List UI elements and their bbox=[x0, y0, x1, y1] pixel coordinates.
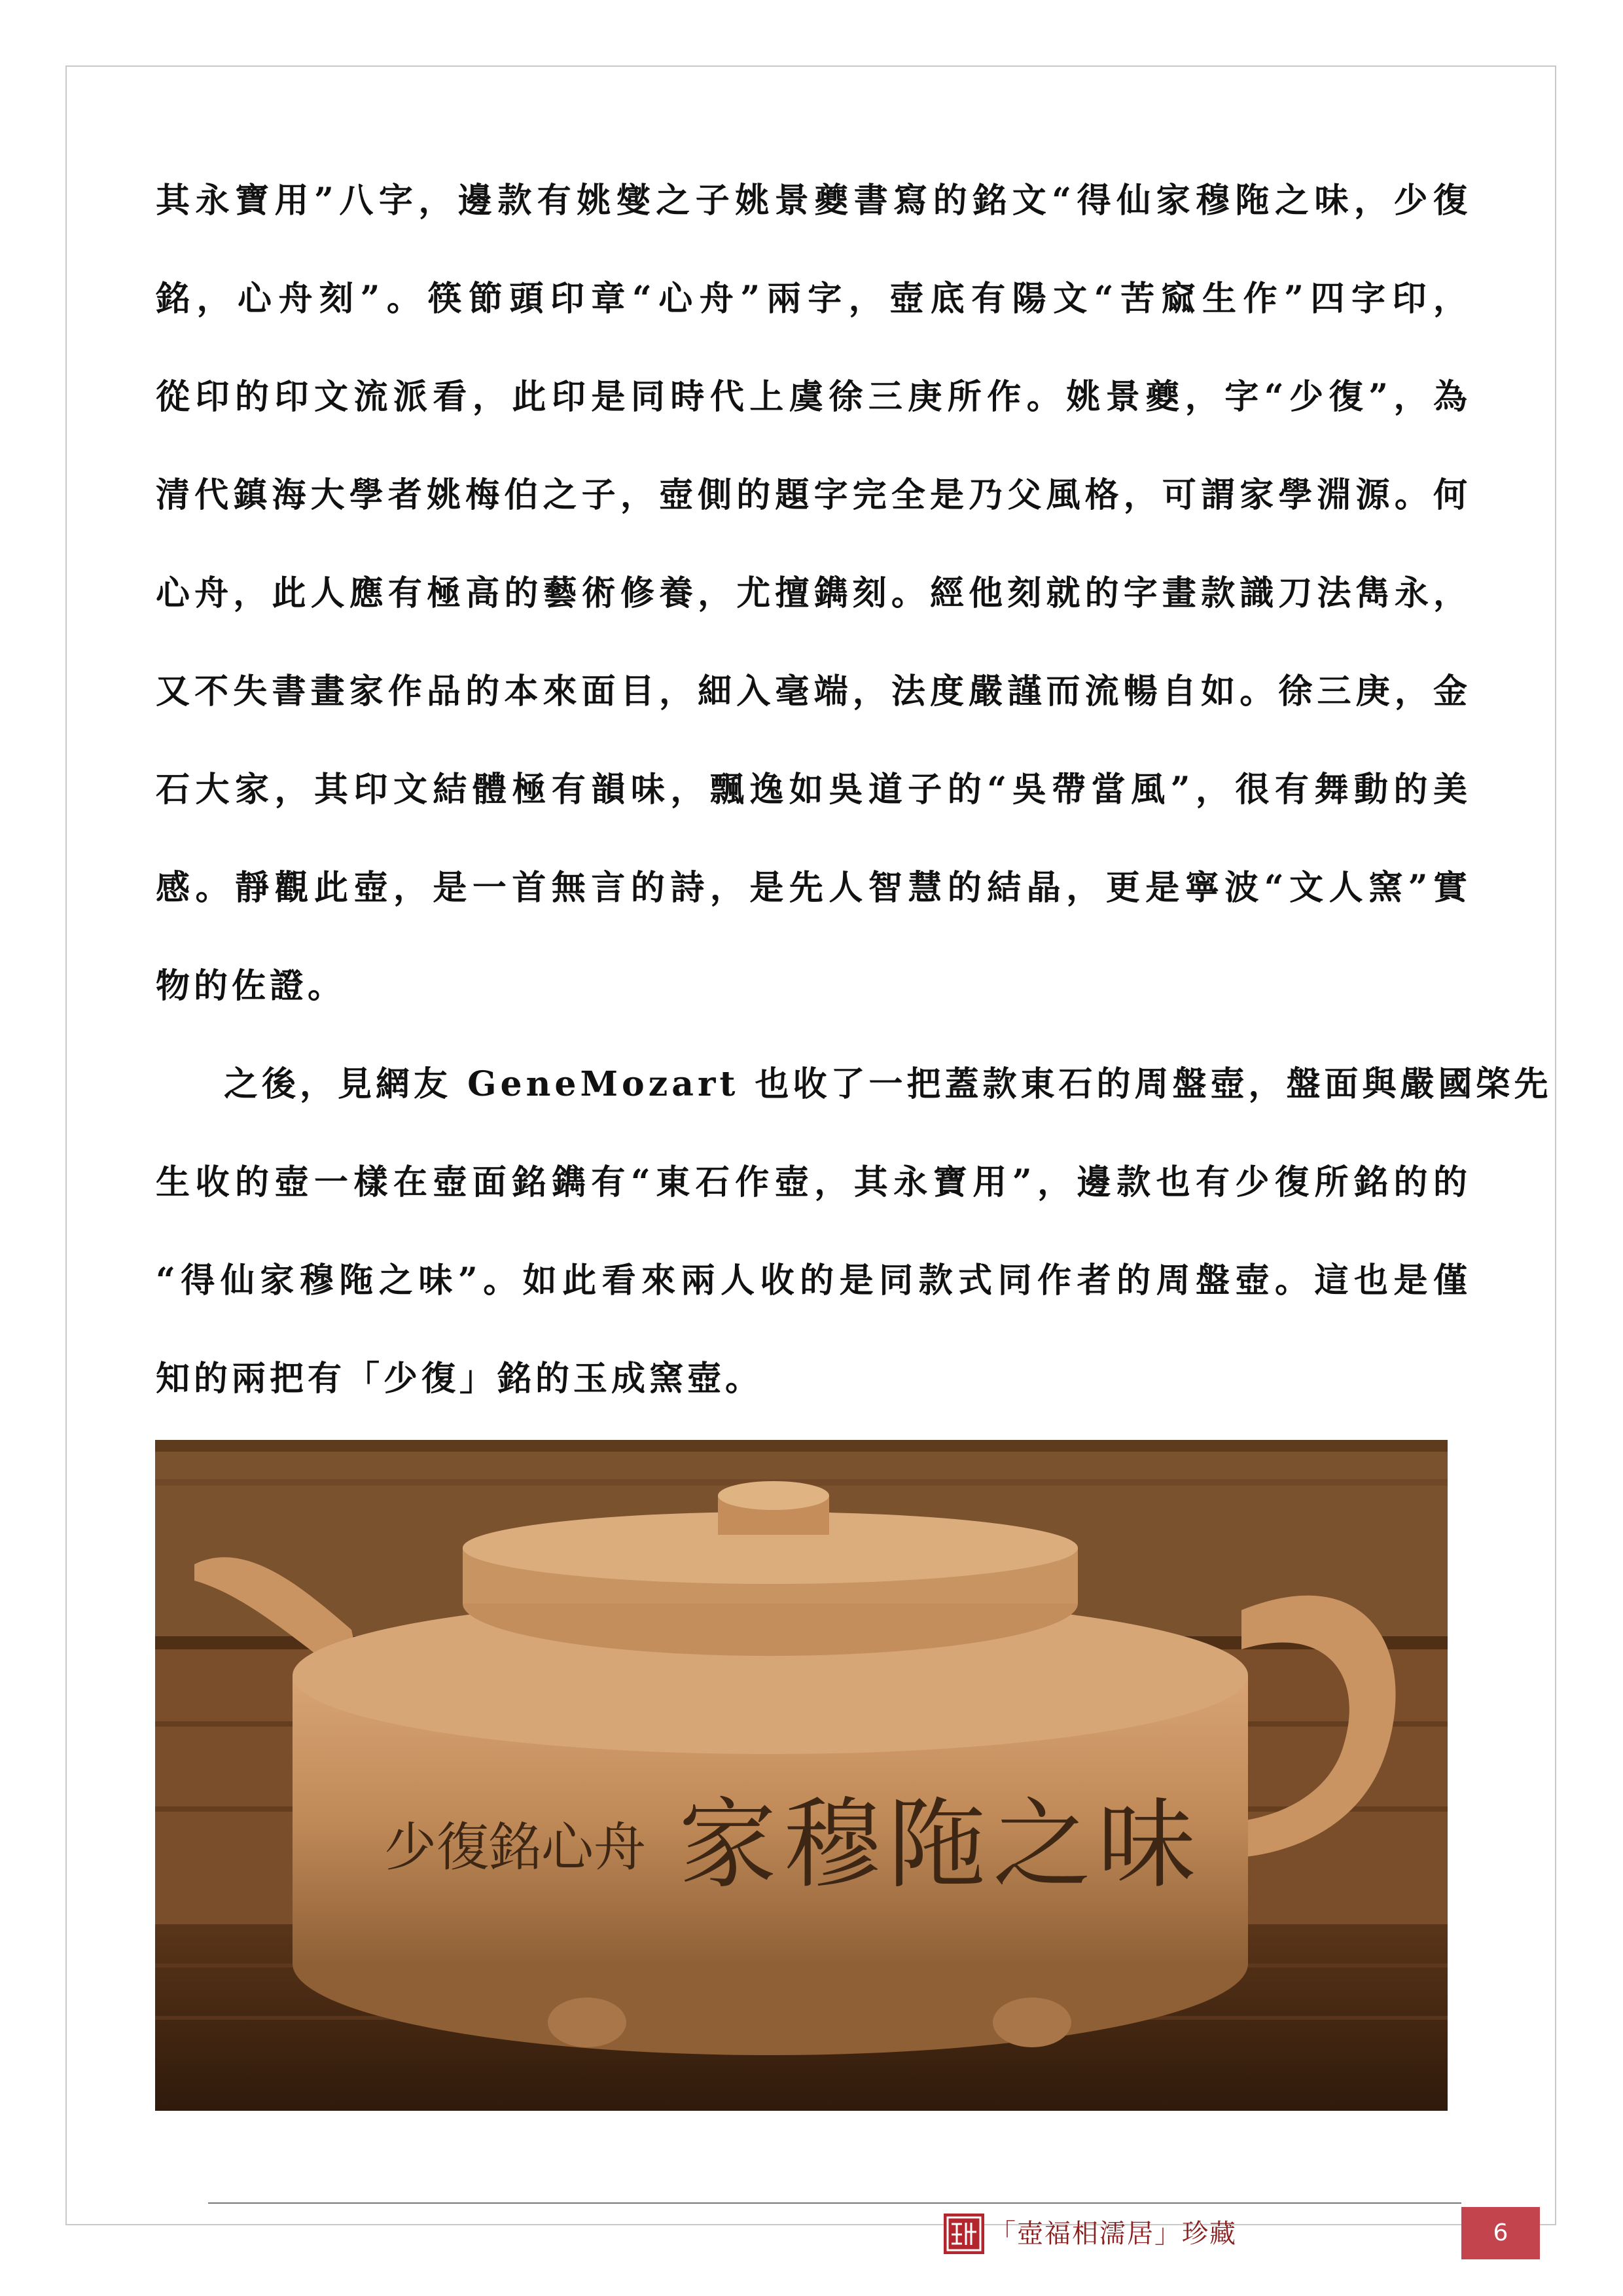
teapot-photo bbox=[155, 1440, 1448, 2111]
paragraph-line: 石大家，其印文結體極有韻味，飄逸如吳道子的“吳帶當風”，很有舞動的美 bbox=[156, 770, 1471, 810]
page-number: 6 bbox=[1461, 2207, 1540, 2259]
paragraph-line: 感。靜觀此壺，是一首無言的詩，是先人智慧的結晶，更是寧波“文人窯”實 bbox=[156, 868, 1471, 908]
paragraph-line: 心舟，此人應有極高的藝術修養，尤擅鐫刻。經他刻就的字畫款識刀法雋永， bbox=[156, 573, 1471, 613]
paragraph-line: 生收的壺一樣在壺面銘鐫有“東石作壺，其永寶用”，邊款也有少復所銘的的 bbox=[156, 1162, 1471, 1202]
teapot-illustration bbox=[155, 1440, 1448, 2111]
seal-icon bbox=[942, 2212, 986, 2255]
paragraph-line: 清代鎮海大學者姚梅伯之子，壺側的題字完全是乃父風格，可謂家學淵源。何 bbox=[156, 475, 1471, 515]
paragraph-line: 從印的印文流派看，此印是同時代上虞徐三庚所作。姚景夔，字“少復”，為 bbox=[156, 377, 1471, 417]
teapot-inscription-side: 少復銘心舟 bbox=[384, 1817, 646, 1878]
teapot-inscription-main: 家穆陁之味 bbox=[679, 1788, 1203, 1902]
footer-label: 「壺福相濡居」珍藏 bbox=[990, 2219, 1237, 2249]
paragraph-line: 知的兩把有「少復」銘的玉成窯壺。 bbox=[156, 1359, 764, 1399]
footer-rule bbox=[208, 2202, 1461, 2204]
article-body bbox=[156, 152, 1552, 1428]
paragraph-line: 之後，見網友 GeneMozart 也收了一把蓋款東石的周盤壺，盤面與嚴國棨先 bbox=[224, 1064, 1552, 1104]
paragraph-line: 銘，心舟刻”。筷節頭印章“心舟”兩字，壺底有陽文“苦窳生作”四字印， bbox=[156, 279, 1471, 319]
paragraph-line: 又不失書畫家作品的本來面目，細入毫端，法度嚴謹而流暢自如。徐三庚，金 bbox=[156, 672, 1471, 711]
paragraph-line: “得仙家穆陁之味”。如此看來兩人收的是同款式同作者的周盤壺。這也是僅 bbox=[156, 1261, 1471, 1300]
paragraph-line: 其永寶用”八字，邊款有姚燮之子姚景夔書寫的銘文“得仙家穆陁之味，少復 bbox=[156, 181, 1471, 221]
paragraph-line: 物的佐證。 bbox=[156, 966, 346, 1006]
